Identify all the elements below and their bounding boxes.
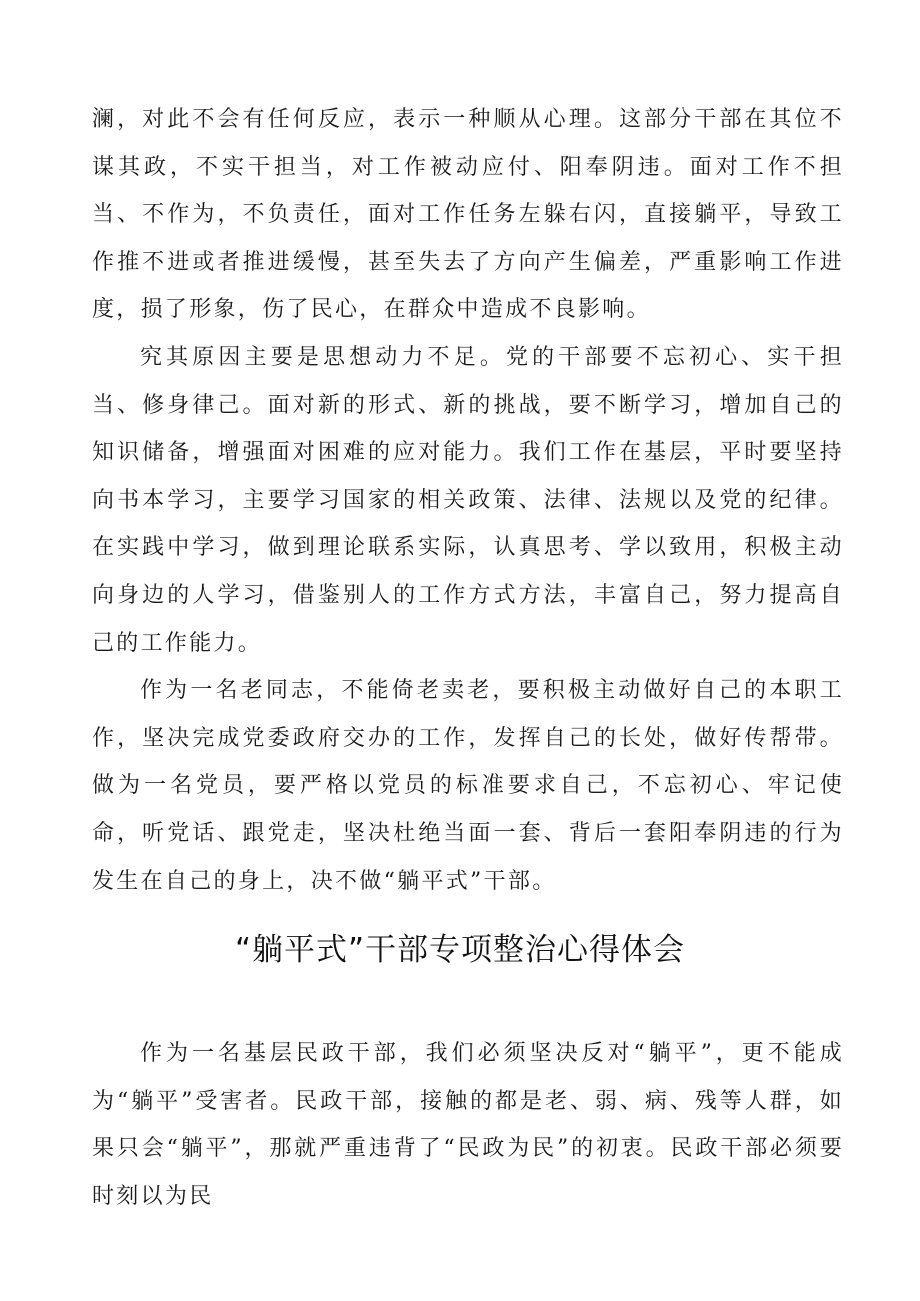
- paragraph-causes: 究其原因主要是思想动力不足。党的干部要不忘初心、实干担当、修身律己。面对新的形式、新的挑战，要不断学习，增加自己的知识储备，增强面对困难的应对能力。我们工作在基层，平时要坚持向书本学习，主要学习国家的相关政策、法律、法规以及党的纪律。在实践中学习，做到理论联系实际，认真思考、学以致用，积极主动向身边的人学习，借鉴别人的工作方式方法，丰富自己，努力提高自己的工作能力。: [92, 344, 844, 656]
- body-text-bottom: [92, 1030, 844, 1220]
- paragraph-continuation: 澜，对此不会有任何反应，表示一种顺从心理。这部分干部在其位不谋其政，不实干担当，对工作被动应付、阳奉阴违。面对工作不担当、不作为，不负责任，面对工作任务左躲右闪，直接躺平，导致工作推不进或者推进缓慢，甚至失去了方向产生偏差，严重影响工作进度，损了形象，伤了民心，在群众中造成不良影响。: [92, 107, 844, 323]
- document-title: “躺平式”干部专项整治心得体会: [234, 932, 686, 968]
- paragraph-civil-affairs: 作为一名基层民政干部，我们必须坚决反对“躺平”，更不能成为“躺平”受害者。民政干部，接触的都是老、弱、病、残等人群，如果只会“躺平”，那就严重违背了“民政为民”的初衷。民政干部必须要时刻以为民: [92, 1041, 844, 1209]
- paragraph-veteran: 作为一名老同志，不能倚老卖老，要积极主动做好自己的本职工作，坚决完成党委政府交办的工作，发挥自己的长处，做好传帮带。做为一名党员，要严格以党员的标准要求自己，不忘初心、牢记使命，听党话、跟党走，坚决杜绝当面一套、背后一套阳奉阴违的行为发生在自己的身上，决不做“躺平式”干部。: [92, 678, 844, 894]
- body-text-top: [92, 96, 844, 905]
